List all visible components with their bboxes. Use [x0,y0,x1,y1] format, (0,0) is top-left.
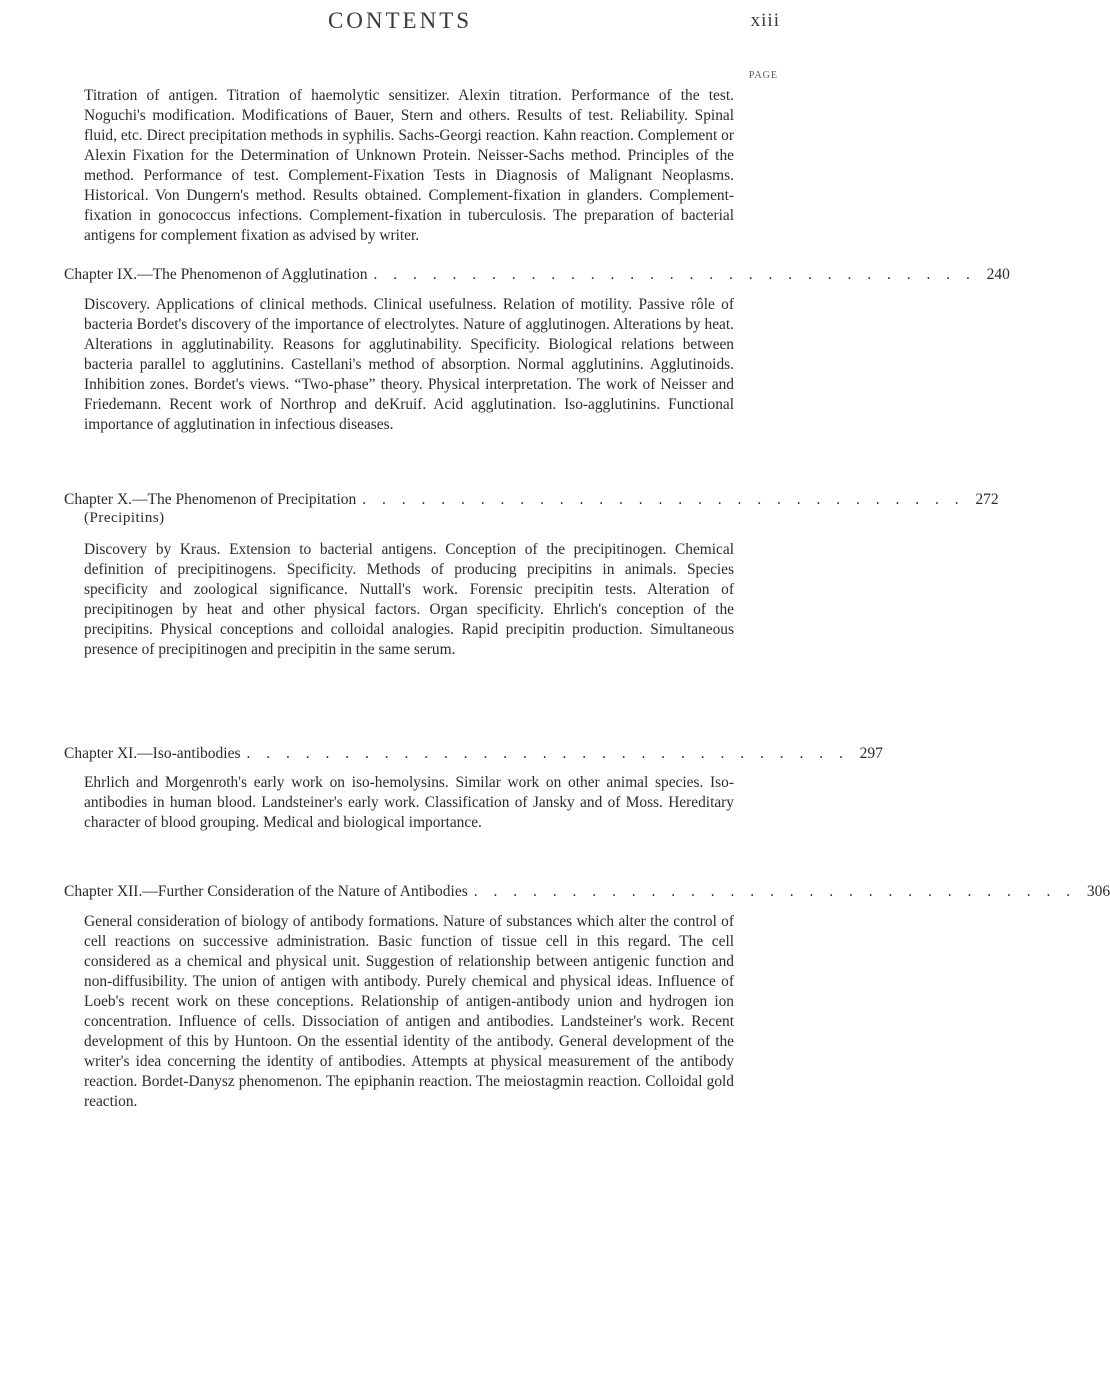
running-head: CONTENTS [327,8,473,33]
entry-summary: Ehrlich and Morgenroth's early work on iso-hemolysins. Similar work on other animal species. Iso-antibodies in human blood. Landsteiner's early work. Classification of Jansky and of Moss. Hereditary character of blood grouping. Medical and biological importance. [84,774,734,831]
page-number: xiii [750,10,780,31]
dot-leaders: . . . . . . . . . . . . . . . . . . . . . . . . . . . . . . . [473,883,1077,900]
chapter-page-number: 297 [859,745,883,762]
chapter-heading [64,490,999,510]
entry-summary: Discovery by Kraus. Extension to bacterial antigens. Conception of the precipitinogen. Chemical definition of precipitinogens. Specificity. Methods of producing precipitins in animals. Species specificity and zoological significance. Nuttall's work. Forensic precipitin tests. Alteration of precipitinogen by heat and other physical factors. Organ specificity. Ehrlich's conception of the precipitins. Physical conceptions and colloidal analogies. Rapid precipitin production. Simultaneous presence of precipitinogen and precipitin in the same serum. [84,541,734,658]
page-column-label: PAGE [748,70,778,81]
chapter-subtitle: (Precipitins) [84,510,165,526]
entry-summary: General consideration of biology of antibody formations. Nature of substances which alter the control of cell reactions on successive administration. Basic function of tissue cell in this regard. The cell considered as a chemical and physical unit. Suggestion of relationship between antigenic function and non-diffusibility. The union of antigen with antibody. Purely chemical and physical ideas. Influence of Loeb's recent work on these conceptions. Relationship of antigen-antibody union and hydrogen ion concentration. Influence of cells. Dissociation of antigen and antibodies. Landsteiner's work. Recent development of this by Huntoon. On the essential identity of the antibody. General development of the writer's idea concerning the identity of antibodies. Attempts at physical measurement of the antibody reaction. Bordet-Danysz phenomenon. The epiphanin reaction. The meiostagmin reaction. Colloidal gold reaction. [84,913,734,1110]
chapter-title: Chapter XI.—Iso-antibodies [64,745,241,762]
chapter-heading [64,882,1110,902]
chapter-title: Chapter X.—The Phenomenon of Precipitation [64,491,357,508]
dot-leaders: . . . . . . . . . . . . . . . . . . . . . . . . . . . . . . . [246,745,849,762]
chapter-page-number: 272 [975,491,999,508]
chapter-page-number: 240 [986,266,1010,283]
entry-summary: Titration of antigen. Titration of haemolytic sensitizer. Alexin titration. Performance of the test. Noguchi's modification. Modifications of Bauer, Stern and others. Results of test. Reliability. Spinal fluid, etc. Direct precipitation methods in syphilis. Sachs-Georgi reaction. Kahn reaction. Complement or Alexin Fixation for the Determination of Unknown Protein. Neisser-Sachs method. Principles of the method. Performance of test. Complement-Fixation Tests in Diagnosis of Malignant Neoplasms. Historical. Von Dungern's method. Results obtained. Complement-fixation in glanders. Complement-fixation in gonococcus infections. Complement-fixation in tuberculosis. The preparation of bacterial antigens for complement fixation as advised by writer. [84,87,734,244]
entry-summary: Discovery. Applications of clinical methods. Clinical usefulness. Relation of motility. Passive rôle of bacteria Bordet's discovery of the importance of electrolytes. Nature of agglutinogen. Alterations by heat. Alterations in agglutinability. Reasons for agglutinability. Specificity. Biological relations between bacteria parallel to agglutinins. Castellani's method of absorption. Normal agglutinins. Agglutinoids. Inhibition zones. Bordet's views. “Two-phase” theory. Physical interpretation. The work of Neisser and Friedemann. Recent work of Northrop and deKruif. Acid agglutination. Iso-agglutinins. Functional importance of agglutination in infectious diseases. [84,296,734,433]
chapter-page-number: 306 [1086,883,1110,900]
chapter-title: Chapter IX.—The Phenomenon of Agglutination [64,266,368,283]
dot-leaders: . . . . . . . . . . . . . . . . . . . . . . . . . . . . . . . [373,266,976,283]
chapter-heading [64,265,1010,285]
chapter-title: Chapter XII.—Further Consideration of the Nature of Antibodies [64,883,468,900]
chapter-heading [64,744,883,764]
dot-leaders: . . . . . . . . . . . . . . . . . . . . . . . . . . . . . . . [362,491,965,508]
